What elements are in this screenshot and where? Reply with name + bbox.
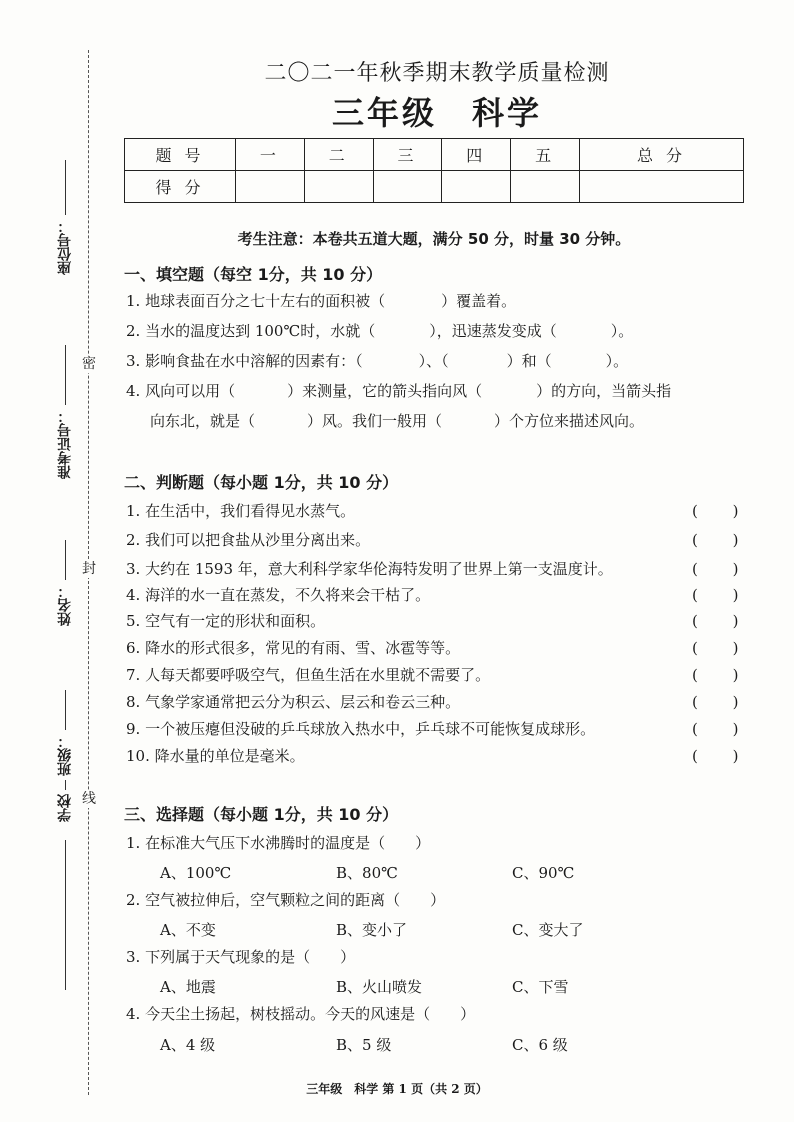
fill-question-3: 3. 影响食盐在水中溶解的因素有：（ ）、（ ）和（ ）。 bbox=[126, 352, 629, 370]
judge-item: 2. 我们可以把食盐从沙里分离出来。 ( ) bbox=[126, 529, 744, 550]
answer-paren[interactable]: ( ) bbox=[692, 612, 739, 630]
judge-item: 3. 大约在 1593 年，意大利科学家华伦海特发明了世界上第一支温度计。 ( ) bbox=[126, 558, 744, 579]
choice-options-1 bbox=[160, 862, 688, 883]
seal-char-feng: 封 bbox=[82, 561, 96, 577]
answer-paren[interactable]: ( ) bbox=[692, 586, 739, 604]
choice-option[interactable]: B、80℃ bbox=[336, 864, 398, 882]
score-cell[interactable] bbox=[442, 171, 511, 203]
choice-question-2: 2. 空气被拉伸后，空气颗粒之间的距离（ ） bbox=[126, 891, 446, 909]
judge-item: 1. 在生活中，我们看得见水蒸气。 ( ) bbox=[126, 500, 744, 521]
school-field-line bbox=[55, 840, 75, 990]
answer-paren[interactable]: ( ) bbox=[692, 666, 739, 684]
choice-question-4: 4. 今天尘土扬起，树枝摇动。今天的风速是（ ） bbox=[126, 1005, 476, 1023]
fill-question-2: 2. 当水的温度达到 100℃时，水就（ ），迅速蒸发变成（ ）。 bbox=[126, 322, 634, 340]
fill-question-4-cont: 向东北，就是（ ）风。我们一般用（ ）个方位来描述风向。 bbox=[150, 412, 645, 430]
answer-paren[interactable]: ( ) bbox=[692, 531, 739, 549]
score-cell[interactable] bbox=[304, 171, 373, 203]
judge-item: 8. 气象学家通常把云分为积云、层云和卷云三种。 ( ) bbox=[126, 691, 744, 712]
score-header-cell: 总 分 bbox=[579, 139, 743, 171]
choice-option[interactable]: B、变小了 bbox=[336, 921, 408, 939]
score-header-cell: 二 bbox=[304, 139, 373, 171]
score-header-cell: 一 bbox=[236, 139, 305, 171]
choice-option[interactable]: B、5 级 bbox=[336, 1036, 392, 1054]
choice-option[interactable]: C、6 级 bbox=[512, 1036, 568, 1054]
name-field[interactable]: 姓名： bbox=[55, 540, 75, 626]
score-row-label: 得 分 bbox=[125, 171, 236, 203]
choice-option[interactable]: A、4 级 bbox=[160, 1036, 216, 1054]
choice-options-3 bbox=[160, 976, 688, 997]
page-footer: 三年级 科学 第 1 页（共 2 页） bbox=[306, 1082, 488, 1096]
judge-item: 5. 空气有一定的形状和面积。 ( ) bbox=[126, 610, 744, 631]
score-header-cell: 题 号 bbox=[125, 139, 236, 171]
choice-option[interactable]: C、变大了 bbox=[512, 921, 584, 939]
judge-item: 4. 海洋的水一直在蒸发，不久将来会干枯了。 ( ) bbox=[126, 584, 744, 605]
score-cell[interactable] bbox=[373, 171, 442, 203]
choice-question-1: 1. 在标准大气压下水沸腾时的温度是（ ） bbox=[126, 834, 431, 852]
exam-notice: 考生注意：本卷共五道大题，满分 50 分，时量 30 分钟。 bbox=[237, 230, 631, 248]
answer-paren[interactable]: ( ) bbox=[692, 747, 739, 765]
exam-subject-title: 三年级 科学 bbox=[331, 94, 542, 132]
choice-option[interactable]: A、100℃ bbox=[160, 864, 232, 882]
judge-item: 10. 降水量的单位是毫米。 ( ) bbox=[126, 745, 744, 766]
score-table bbox=[124, 138, 744, 203]
answer-paren[interactable]: ( ) bbox=[692, 560, 739, 578]
section3-title: 三、选择题（每小题 1分，共 10 分） bbox=[124, 805, 399, 824]
seal-char-mi: 密 bbox=[82, 356, 96, 372]
section2-title: 二、判断题（每小题 1分，共 10 分） bbox=[124, 473, 399, 492]
choice-option[interactable]: A、地震 bbox=[160, 978, 216, 996]
score-header-cell: 四 bbox=[442, 139, 511, 171]
choice-option[interactable]: B、火山喷发 bbox=[336, 978, 423, 996]
class-field[interactable]: 班级： bbox=[55, 690, 75, 776]
school-field[interactable]: 学校 bbox=[55, 780, 75, 822]
judge-item: 9. 一个被压瘪但没破的乒乓球放入热水中，乒乓球不可能恢复成球形。 ( ) bbox=[126, 718, 744, 739]
answer-paren[interactable]: ( ) bbox=[692, 693, 739, 711]
judge-item: 7. 人每天都要呼吸空气，但鱼生活在水里就不需要了。 ( ) bbox=[126, 664, 744, 685]
exam-title: 二〇二一年秋季期末教学质量检测 bbox=[264, 61, 610, 86]
score-cell[interactable] bbox=[511, 171, 580, 203]
seat-number-field[interactable]: 座位号： bbox=[55, 160, 75, 275]
score-header-cell: 三 bbox=[373, 139, 442, 171]
seal-char-xian: 线 bbox=[82, 791, 96, 807]
choice-option[interactable]: C、下雪 bbox=[512, 978, 569, 996]
section1-title: 一、填空题（每空 1分，共 10 分） bbox=[124, 265, 383, 284]
fill-question-1: 1. 地球表面百分之七十左右的面积被（ ）覆盖着。 bbox=[126, 292, 517, 310]
exam-id-field[interactable]: 准考证号： bbox=[55, 345, 75, 479]
score-cell[interactable] bbox=[579, 171, 743, 203]
fill-question-4: 4. 风向可以用（ ）来测量，它的箭头指向风（ ）的方向，当箭头指 bbox=[126, 382, 672, 400]
answer-paren[interactable]: ( ) bbox=[692, 639, 739, 657]
score-table-score-row bbox=[125, 171, 744, 203]
choice-question-3: 3. 下列属于天气现象的是（ ） bbox=[126, 948, 356, 966]
choice-options-4 bbox=[160, 1034, 688, 1055]
score-header-cell: 五 bbox=[511, 139, 580, 171]
choice-options-2 bbox=[160, 919, 688, 940]
answer-paren[interactable]: ( ) bbox=[692, 720, 739, 738]
score-cell[interactable] bbox=[236, 171, 305, 203]
choice-option[interactable]: A、不变 bbox=[160, 921, 216, 939]
judge-item: 6. 降水的形式很多，常见的有雨、雪、冰雹等等。 ( ) bbox=[126, 637, 744, 658]
score-table-header-row bbox=[125, 139, 744, 171]
answer-paren[interactable]: ( ) bbox=[692, 502, 739, 520]
choice-option[interactable]: C、90℃ bbox=[512, 864, 575, 882]
